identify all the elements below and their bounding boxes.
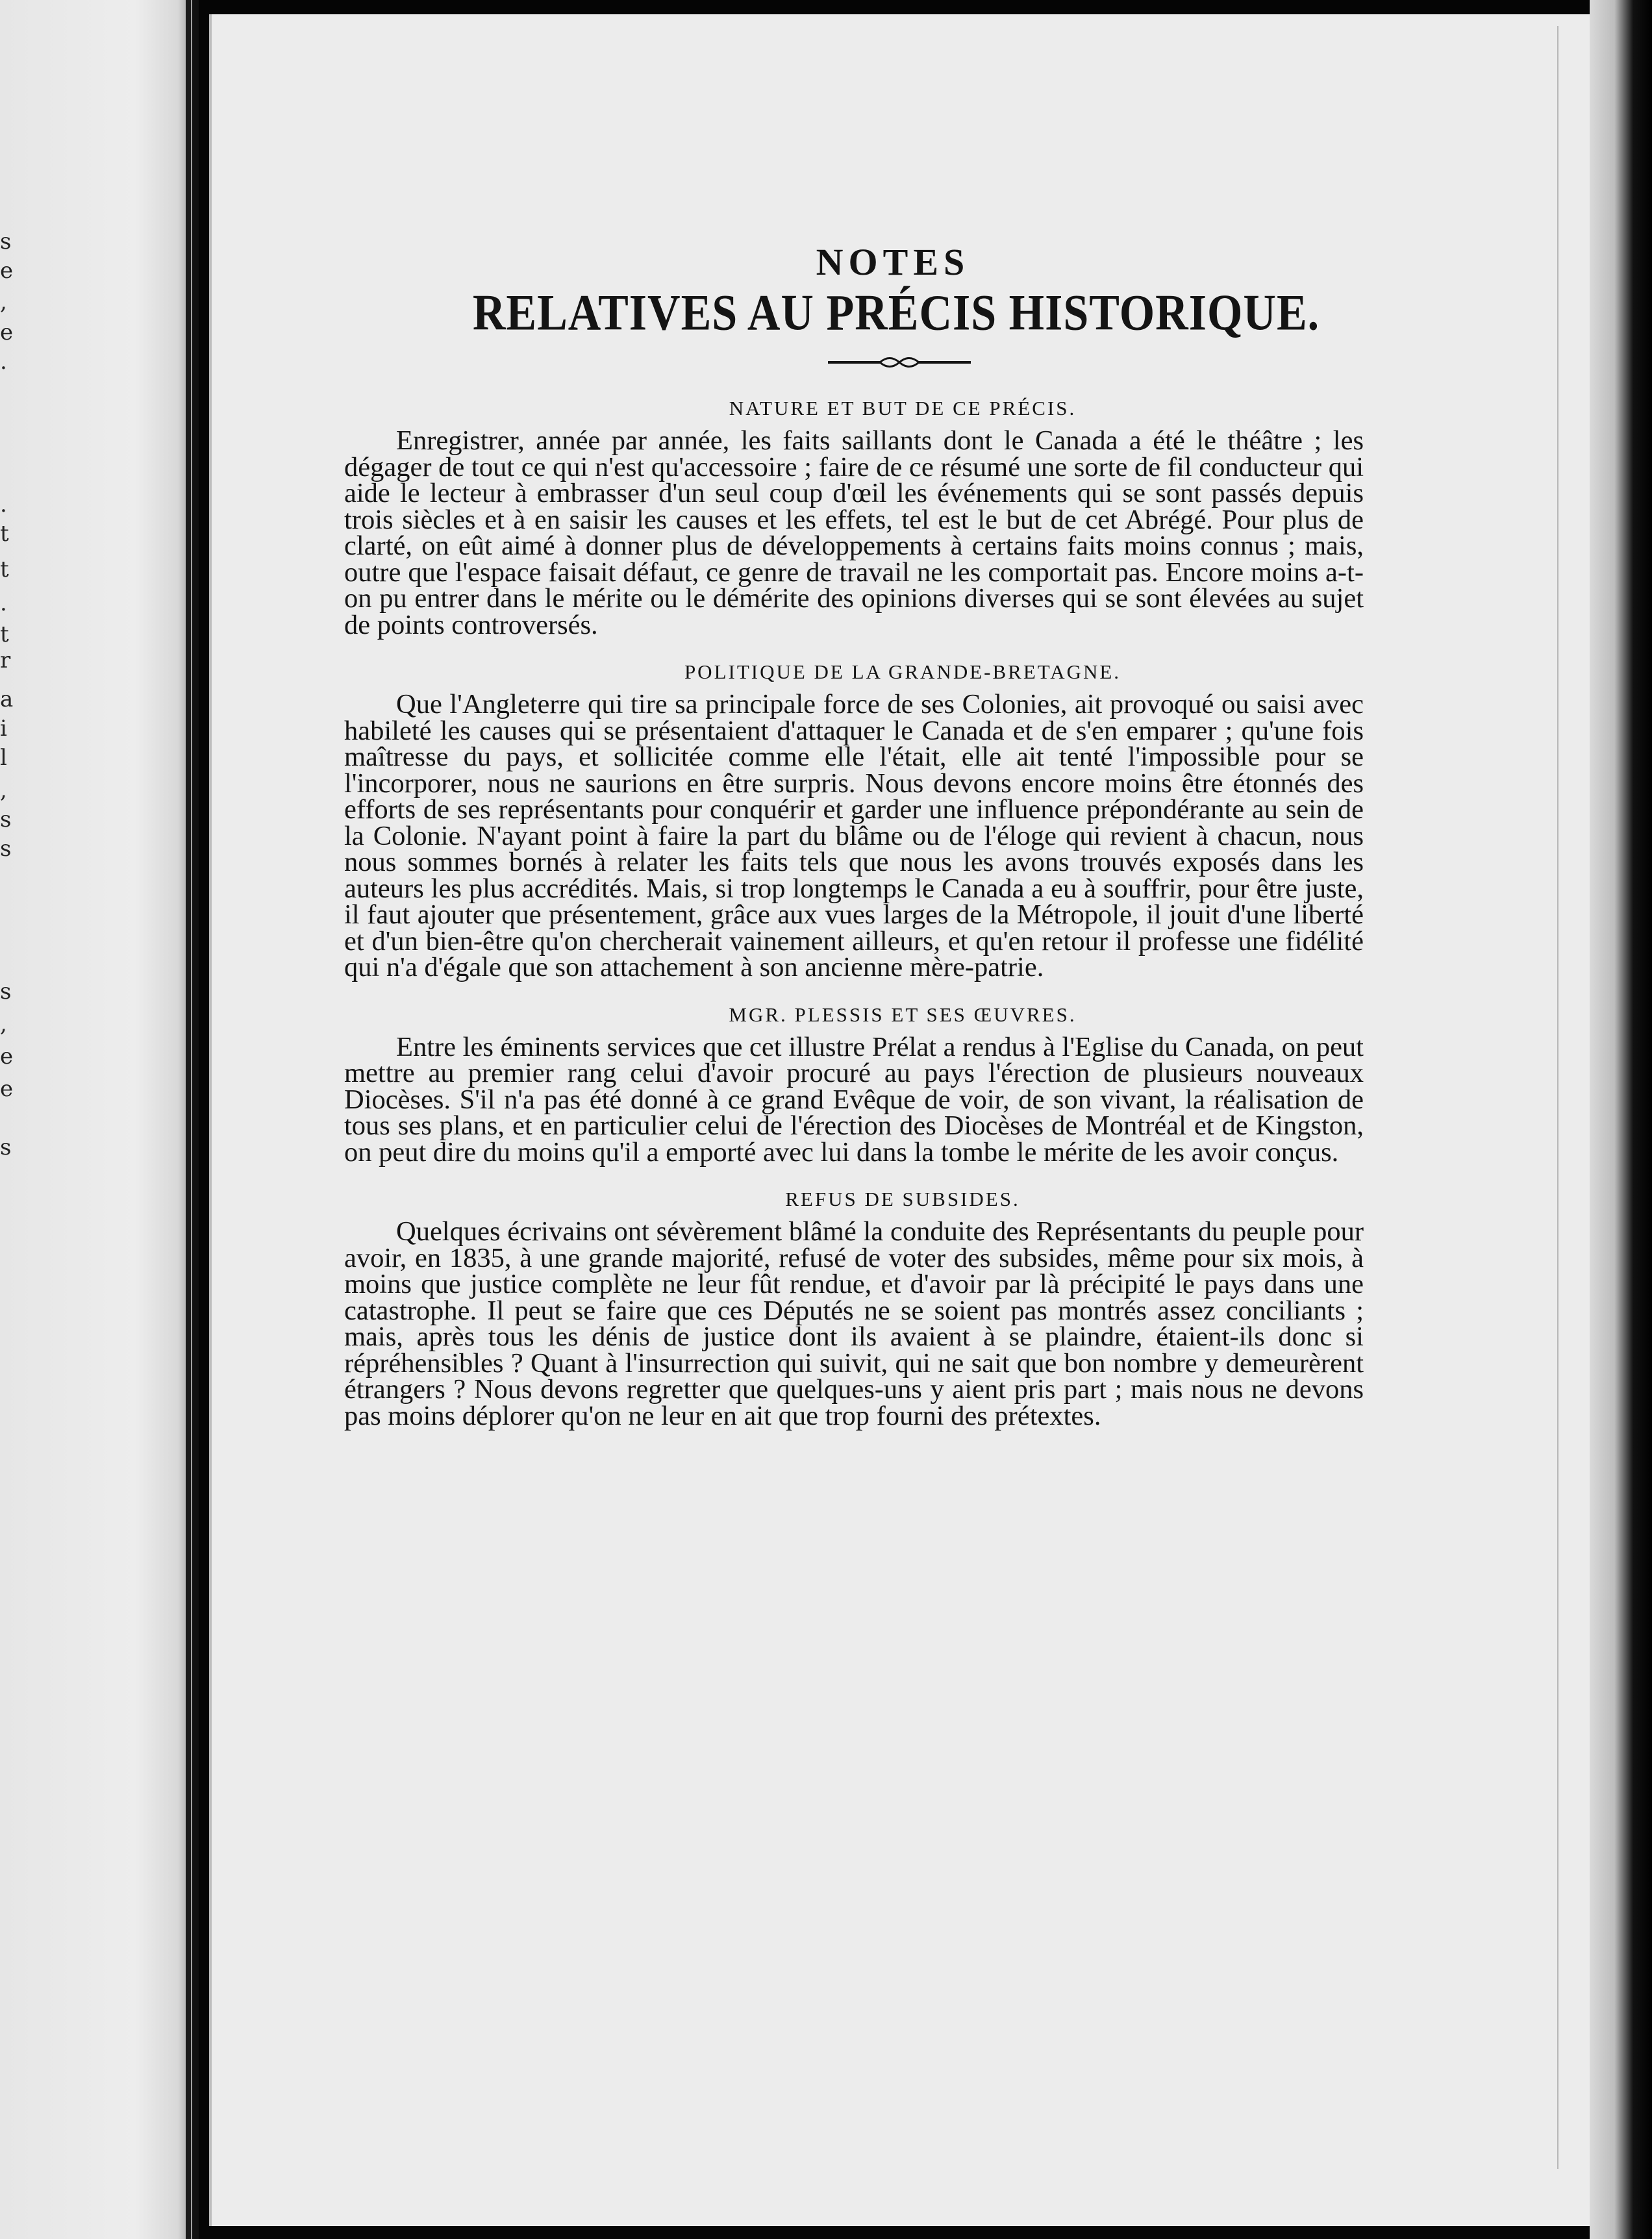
- section-heading-plessis: MGR. PLESSIS ET SES ŒUVRES.: [729, 1003, 1077, 1026]
- margin-fragment: .: [0, 590, 7, 616]
- margin-fragment: ,: [0, 289, 7, 315]
- section-heading-subsides: REFUS DE SUBSIDES.: [785, 1188, 1020, 1210]
- section-heading-politique: POLITIQUE DE LA GRANDE-BRETAGNE.: [684, 660, 1121, 683]
- section-body-nature: Enregistrer, année par année, les faits saillants dont le Canada a été le théâtre ; les dégager de tout ce qui n'est qu'accessoire ; faire de ce résumé une sorte de fil conducteur qui aide le lecteur à embrasser d'un seul coup d'œil les événements qui se sont passés depuis trois siècles et à en saisir les causes et les effets, tel est le but de cet Abrégé. Pour plus de clarté, on eût aimé à donner plus de développements à certains faits moins connus ; mais, outre que l'espace faisait défaut, ce genre de travail ne les comportait pas. Encore moins a-t-on pu entrer dans le mérite ou le démérite des opinions diverses qui se sont élevées au sujet de points controversés.: [344, 425, 1364, 640]
- margin-fragment: e: [0, 258, 14, 284]
- page-gutter-shadow: [186, 0, 191, 2239]
- section-body-subsides: Quelques écrivains ont sévèrement blâmé la conduite des Représentants du peuple pour avoir, en 1835, à une grande majorité, refusé de voter des subsides, même pour six mois, à moins que justice complète ne leur fût rendue, et d'avoir par là précipité le pays dans une catastrophe. Il peut se faire que ces Députés ne se soient pas montrés assez conciliants ; mais, après tous les dénis de justice dont ils avaient à se plaindre, étaient-ils donc si répréhensibles ? Quant à l'insurrection qui suivit, qui ne sait que bon nombre y demeurèrent étrangers ? Nous devons regretter que quelques-uns y aient pris part ; mais nous ne devons pas moins déplorer qu'on ne leur en ait que trop fourni des prétextes.: [344, 1216, 1364, 1431]
- margin-fragment: ,: [0, 1011, 7, 1037]
- margin-fragment: l: [0, 745, 7, 771]
- margin-fragment: ,: [0, 777, 7, 803]
- margin-fragment: t: [0, 621, 9, 647]
- section-body-plessis: Entre les éminents services que cet illustre Prélat a rendus à l'Eglise du Canada, on peut mettre au premier rang celui d'avoir procuré au pays l'érection de plusieurs nouveaux Diocèses. S'il n'a pas été donné à ce grand Evêque de voir, de son vivant, la réalisation de tous ses plans, et en particulier celui de l'érection des Diocèses de Montréal et de Kingston, on peut dire du moins qu'il a emporté avec lui dans la tombe le mérite de les avoir conçus.: [344, 1031, 1364, 1168]
- margin-fragment: e: [0, 319, 14, 345]
- previous-page-margin: [0, 0, 194, 2239]
- section-body-politique: Que l'Angleterre qui tire sa principale force de ses Colonies, ait provoqué ou saisi avec habileté les causes qui se présentaient d'attaquer le Canada et de s'en emparer ; qu'une fois maîtresse du pays, et sollicitée comme elle l'était, elle ait tenté l'impossible pour se l'incorporer, nous ne saurions en être surpris. Nous devons encore moins être étonnés des efforts de ses représentants pour conquérir et garder une influence prépondérante au sein de la Colonie. N'ayant point à faire la part du blâme ou de l'éloge qui revient à chacun, nous nous sommes bornés à relater les faits tels que nous les avons trouvés exposés dans les auteurs les plus accrédités. Mais, si trop longtemps le Canada a eu à souffrir, pour être juste, il faut ajouter que présentement, grâce aux vues larges de la Métropole, il jouit d'une liberté et d'un bien-être qu'on chercherait vainement ailleurs, et qu'en retour il professe une fidélité qui n'a d'égale que son attachement à son ancienne mère-patrie.: [344, 689, 1364, 982]
- right-page-edge: [1590, 0, 1652, 2239]
- page-edge-line: [1557, 26, 1558, 2169]
- margin-fragment: s: [0, 807, 12, 832]
- margin-fragment: s: [0, 979, 12, 1005]
- margin-fragment: e: [0, 1044, 14, 1069]
- margin-fragment: .: [0, 349, 7, 375]
- margin-fragment: e: [0, 1076, 14, 1102]
- previous-page-text-fragments: [0, 0, 19, 2239]
- margin-fragment: s: [0, 229, 12, 255]
- page-gutter-dark: [192, 0, 199, 2239]
- ornament-divider-icon: [828, 353, 971, 372]
- margin-fragment: .: [0, 492, 7, 518]
- title-notes: NOTES: [816, 241, 970, 283]
- page-content: [344, 240, 1364, 1429]
- margin-fragment: a: [0, 686, 14, 712]
- margin-fragment: i: [0, 716, 7, 742]
- margin-fragment: t: [0, 521, 9, 547]
- margin-fragment: r: [0, 647, 11, 673]
- margin-fragment: s: [0, 1134, 12, 1160]
- margin-fragment: t: [0, 557, 9, 582]
- section-heading-nature: NATURE ET BUT DE CE PRÉCIS.: [729, 397, 1077, 419]
- margin-fragment: s: [0, 836, 12, 862]
- page-title: RELATIVES AU PRÉCIS HISTORIQUE.: [472, 285, 1320, 342]
